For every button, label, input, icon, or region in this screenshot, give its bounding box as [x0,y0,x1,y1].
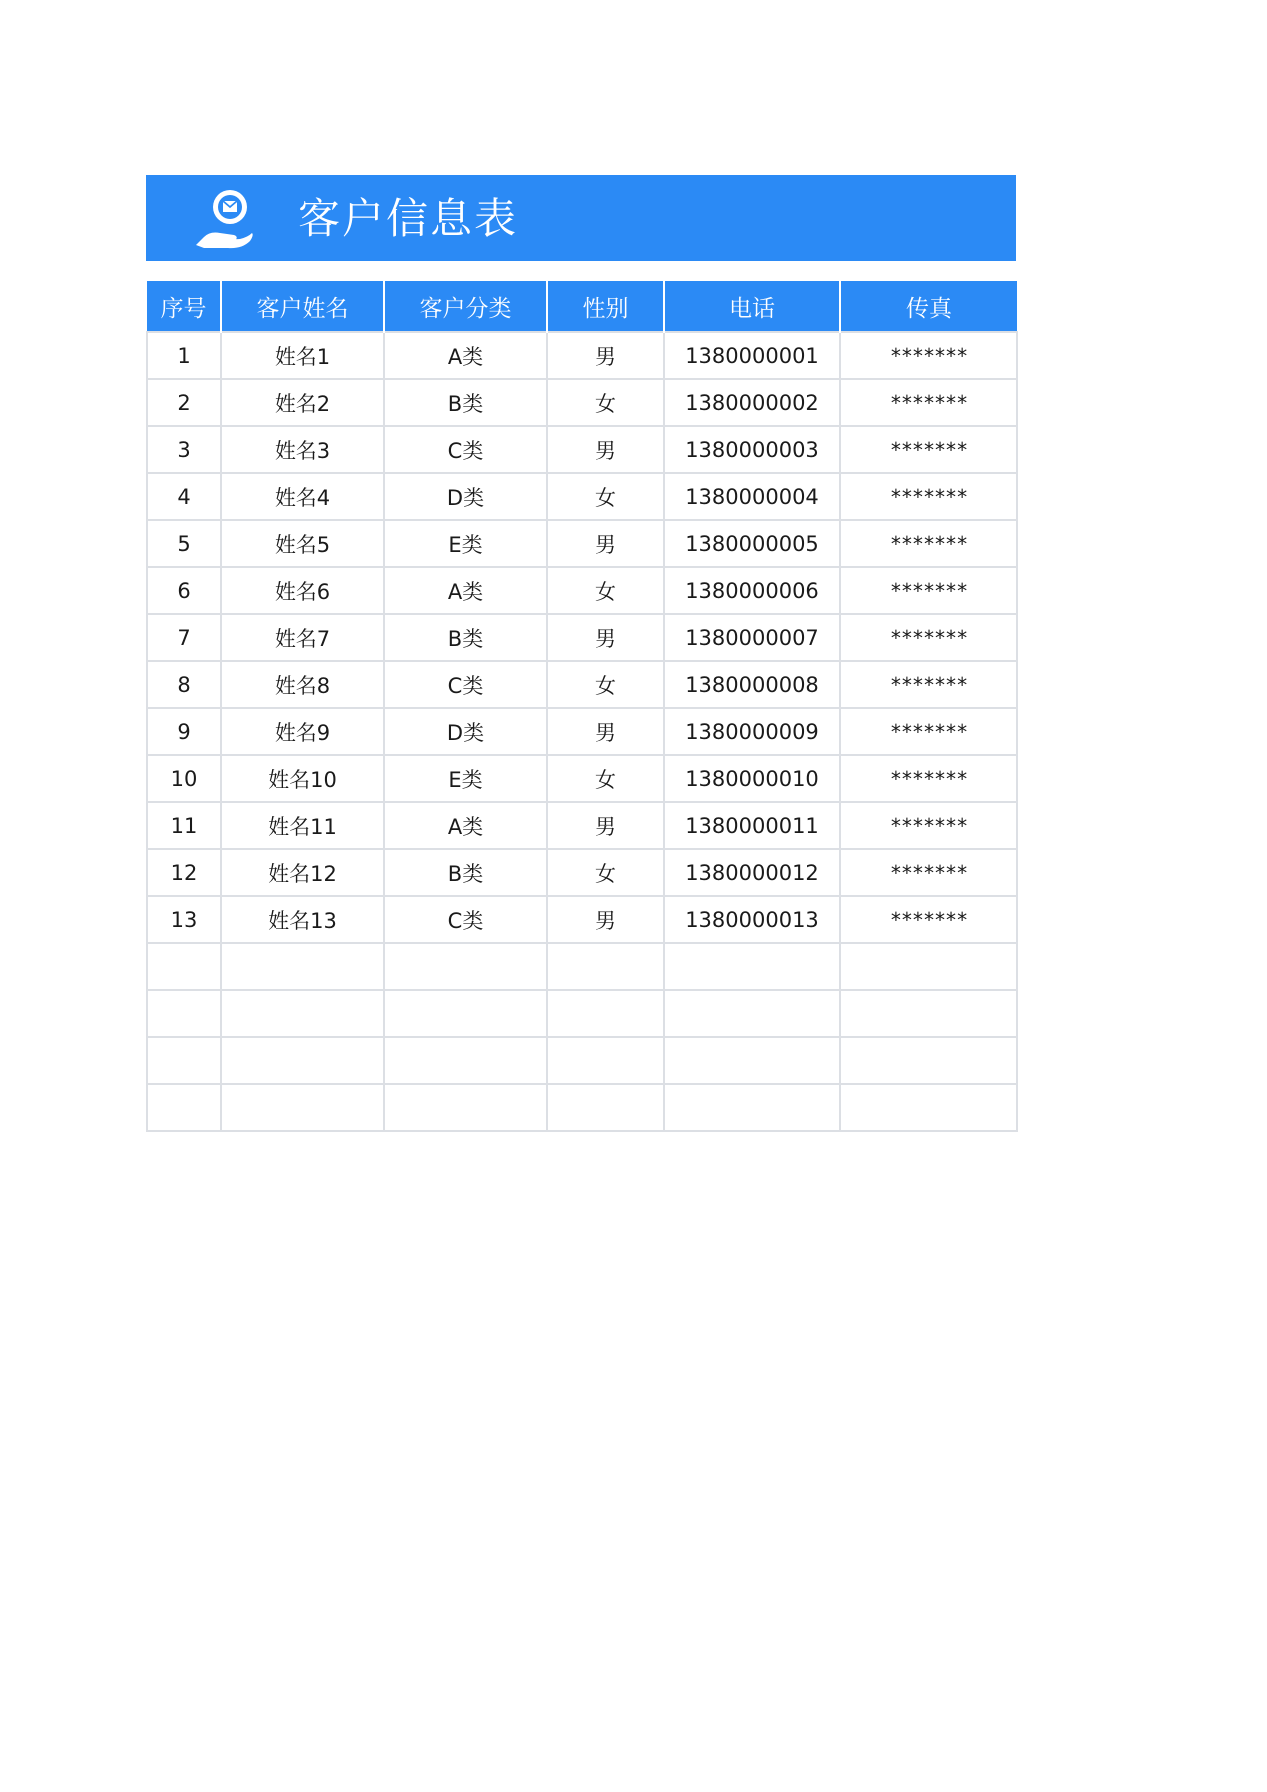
cell-name[interactable]: 姓名11 [221,802,384,849]
table-row [147,520,1017,567]
table-row [147,567,1017,614]
cell-fax[interactable]: ******* [840,426,1017,473]
customer-service-hand-mail-icon [190,185,258,253]
table-row [147,426,1017,473]
cell-index[interactable] [147,990,221,1037]
cell-name[interactable]: 姓名13 [221,896,384,943]
cell-name[interactable]: 姓名6 [221,567,384,614]
table-body [147,332,1017,1131]
cell-category[interactable] [384,1037,547,1084]
cell-gender[interactable]: 女 [547,567,664,614]
cell-phone[interactable]: 1380000008 [664,661,840,708]
table-row [147,1084,1017,1131]
cell-index[interactable]: 9 [147,708,221,755]
cell-gender[interactable]: 男 [547,332,664,379]
cell-gender[interactable]: 女 [547,755,664,802]
cell-phone[interactable] [664,1084,840,1131]
cell-gender[interactable]: 男 [547,614,664,661]
cell-category[interactable]: E类 [384,755,547,802]
cell-category[interactable]: B类 [384,379,547,426]
cell-index[interactable]: 10 [147,755,221,802]
cell-index[interactable]: 5 [147,520,221,567]
cell-category[interactable]: D类 [384,708,547,755]
cell-index[interactable] [147,1084,221,1131]
cell-phone[interactable]: 1380000012 [664,849,840,896]
table-row [147,943,1017,990]
cell-category[interactable]: D类 [384,473,547,520]
cell-category[interactable]: B类 [384,614,547,661]
table-row [147,614,1017,661]
cell-phone[interactable]: 1380000005 [664,520,840,567]
cell-fax[interactable]: ******* [840,802,1017,849]
cell-phone[interactable]: 1380000013 [664,896,840,943]
column-header-fax: 传真 [840,281,1017,332]
cell-fax[interactable]: ******* [840,755,1017,802]
cell-fax[interactable] [840,990,1017,1037]
cell-category[interactable] [384,943,547,990]
customer-table [146,281,1018,1132]
table-row [147,802,1017,849]
cell-phone[interactable]: 1380000007 [664,614,840,661]
cell-gender[interactable] [547,943,664,990]
cell-gender[interactable] [547,990,664,1037]
cell-name[interactable]: 姓名10 [221,755,384,802]
cell-gender[interactable]: 男 [547,896,664,943]
cell-fax[interactable]: ******* [840,473,1017,520]
cell-index[interactable]: 3 [147,426,221,473]
cell-category[interactable]: C类 [384,426,547,473]
column-header-gender: 性别 [547,281,664,332]
table-row [147,990,1017,1037]
table-row [147,849,1017,896]
table-row [147,755,1017,802]
cell-name[interactable] [221,943,384,990]
table-row [147,708,1017,755]
cell-gender[interactable] [547,1037,664,1084]
cell-index[interactable] [147,943,221,990]
table-row [147,473,1017,520]
cell-name[interactable]: 姓名3 [221,426,384,473]
table-row [147,1037,1017,1084]
cell-gender[interactable] [547,1084,664,1131]
cell-gender[interactable]: 男 [547,426,664,473]
cell-category[interactable]: C类 [384,896,547,943]
cell-index[interactable]: 7 [147,614,221,661]
page-title: 客户信息表 [298,194,519,243]
cell-name[interactable]: 姓名1 [221,332,384,379]
cell-fax[interactable]: ******* [840,896,1017,943]
cell-index[interactable]: 13 [147,896,221,943]
column-header-phone: 电话 [664,281,840,332]
table-row [147,379,1017,426]
cell-phone[interactable]: 1380000009 [664,708,840,755]
customer-table-container [146,281,1016,1132]
table-row [147,661,1017,708]
cell-phone[interactable]: 1380000001 [664,332,840,379]
cell-gender[interactable]: 女 [547,473,664,520]
cell-category[interactable] [384,1084,547,1131]
cell-fax[interactable]: ******* [840,379,1017,426]
column-header-category: 客户分类 [384,281,547,332]
cell-name[interactable] [221,1084,384,1131]
cell-category[interactable]: C类 [384,661,547,708]
cell-phone[interactable] [664,1037,840,1084]
cell-index[interactable]: 11 [147,802,221,849]
cell-name[interactable]: 姓名9 [221,708,384,755]
cell-gender[interactable]: 女 [547,849,664,896]
cell-gender[interactable]: 男 [547,520,664,567]
cell-index[interactable]: 2 [147,379,221,426]
cell-fax[interactable]: ******* [840,567,1017,614]
cell-category[interactable] [384,990,547,1037]
cell-name[interactable]: 姓名12 [221,849,384,896]
cell-fax[interactable]: ******* [840,849,1017,896]
cell-fax[interactable] [840,1084,1017,1131]
cell-category[interactable]: B类 [384,849,547,896]
cell-phone[interactable]: 1380000004 [664,473,840,520]
cell-phone[interactable]: 1380000010 [664,755,840,802]
cell-gender[interactable]: 男 [547,708,664,755]
cell-gender[interactable]: 男 [547,802,664,849]
cell-fax[interactable]: ******* [840,661,1017,708]
title-banner [146,175,1016,261]
table-header-row [147,281,1017,332]
column-header-name: 客户姓名 [221,281,384,332]
column-header-index: 序号 [147,281,221,332]
cell-name[interactable]: 姓名4 [221,473,384,520]
cell-name[interactable]: 姓名8 [221,661,384,708]
cell-gender[interactable]: 女 [547,661,664,708]
cell-category[interactable]: A类 [384,332,547,379]
cell-name[interactable]: 姓名7 [221,614,384,661]
cell-name[interactable]: 姓名5 [221,520,384,567]
cell-fax[interactable]: ******* [840,520,1017,567]
cell-phone[interactable] [664,943,840,990]
cell-index[interactable]: 1 [147,332,221,379]
cell-category[interactable]: A类 [384,802,547,849]
cell-fax[interactable]: ******* [840,332,1017,379]
table-row [147,332,1017,379]
cell-index[interactable] [147,1037,221,1084]
cell-name[interactable] [221,990,384,1037]
cell-phone[interactable] [664,990,840,1037]
cell-fax[interactable]: ******* [840,708,1017,755]
cell-phone[interactable]: 1380000006 [664,567,840,614]
cell-index[interactable]: 4 [147,473,221,520]
cell-category[interactable]: A类 [384,567,547,614]
cell-index[interactable]: 8 [147,661,221,708]
cell-fax[interactable] [840,1037,1017,1084]
cell-fax[interactable] [840,943,1017,990]
cell-name[interactable] [221,1037,384,1084]
cell-index[interactable]: 6 [147,567,221,614]
cell-name[interactable]: 姓名2 [221,379,384,426]
cell-category[interactable]: E类 [384,520,547,567]
table-row [147,896,1017,943]
cell-phone[interactable]: 1380000003 [664,426,840,473]
cell-index[interactable]: 12 [147,849,221,896]
cell-fax[interactable]: ******* [840,614,1017,661]
cell-gender[interactable]: 女 [547,379,664,426]
cell-phone[interactable]: 1380000011 [664,802,840,849]
cell-phone[interactable]: 1380000002 [664,379,840,426]
